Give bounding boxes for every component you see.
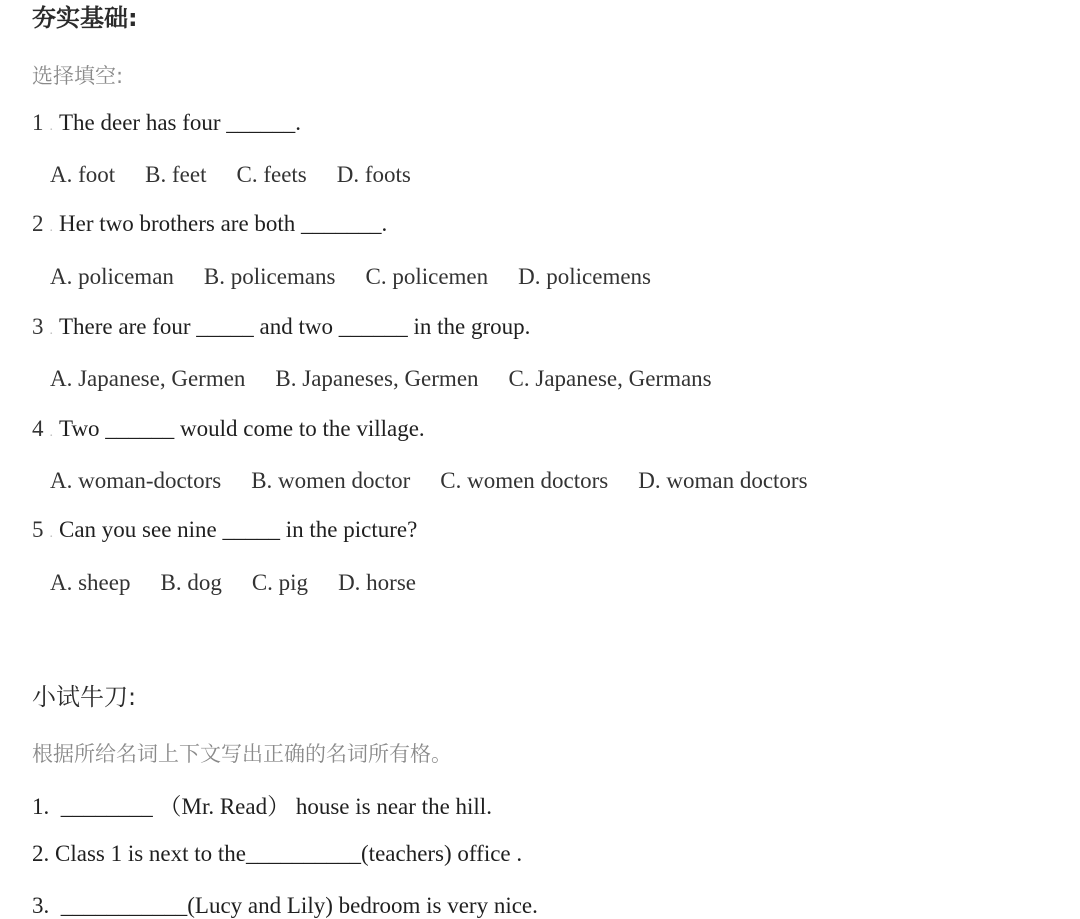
option: B. policemans	[203, 264, 336, 289]
option: D. horse	[338, 570, 416, 595]
option: B. women doctor	[251, 468, 411, 493]
number-separator: .	[49, 526, 53, 541]
section-title: 小试牛刀:	[32, 683, 137, 711]
option: A. woman-doctors	[50, 468, 222, 493]
option: C. policemen	[365, 264, 489, 289]
question-number: 1	[32, 110, 44, 135]
option: D. foots	[336, 162, 411, 187]
option: D. woman doctors	[638, 468, 808, 493]
section-instruction: 根据所给名词上下文写出正确的名词所有格。	[32, 742, 452, 766]
question-text: Two ______ would come to the village.	[59, 416, 425, 441]
question-text: Can you see nine _____ in the picture?	[59, 517, 418, 542]
section-instruction: 选择填空:	[32, 64, 124, 88]
question-number: 3	[32, 314, 44, 339]
options-1	[50, 162, 411, 188]
question-text: Her two brothers are both _______.	[59, 211, 388, 236]
question-text: There are four _____ and two ______ in the group.	[59, 314, 531, 339]
question-2	[32, 211, 387, 237]
question-text: The deer has four ______.	[59, 110, 302, 135]
option: C. pig	[251, 570, 309, 595]
option: C. women doctors	[440, 468, 609, 493]
option: C. Japanese, Germans	[508, 366, 712, 391]
question-number: 4	[32, 416, 44, 441]
fill-item-3: 3. ___________(Lucy and Lily) bedroom is very nice.	[32, 893, 538, 918]
option: A. sheep	[50, 570, 131, 595]
option: B. dog	[160, 570, 222, 595]
question-5	[32, 517, 417, 543]
options-3	[50, 366, 712, 392]
option: C. feets	[236, 162, 307, 187]
number-separator: .	[49, 425, 53, 440]
question-number: 2	[32, 211, 44, 236]
option: A. foot	[50, 162, 116, 187]
option: A. policeman	[50, 264, 174, 289]
number-separator: .	[49, 119, 53, 134]
option: A. Japanese, Germen	[50, 366, 246, 391]
question-3	[32, 314, 530, 340]
option: D. policemens	[518, 264, 651, 289]
options-5	[50, 570, 416, 596]
options-2	[50, 264, 651, 290]
question-1	[32, 110, 301, 136]
options-4	[50, 468, 808, 494]
question-4	[32, 416, 425, 442]
section-title: 夯实基础:	[32, 4, 138, 32]
option: B. feet	[145, 162, 207, 187]
number-separator: .	[49, 323, 53, 338]
number-separator: .	[49, 220, 53, 235]
question-number: 5	[32, 517, 44, 542]
option: B. Japaneses, Germen	[275, 366, 479, 391]
fill-item-2: 2. Class 1 is next to the__________(teachers) office .	[32, 841, 523, 866]
fill-item-1: 1. ________ （Mr. Read） house is near the hill.	[32, 794, 492, 819]
